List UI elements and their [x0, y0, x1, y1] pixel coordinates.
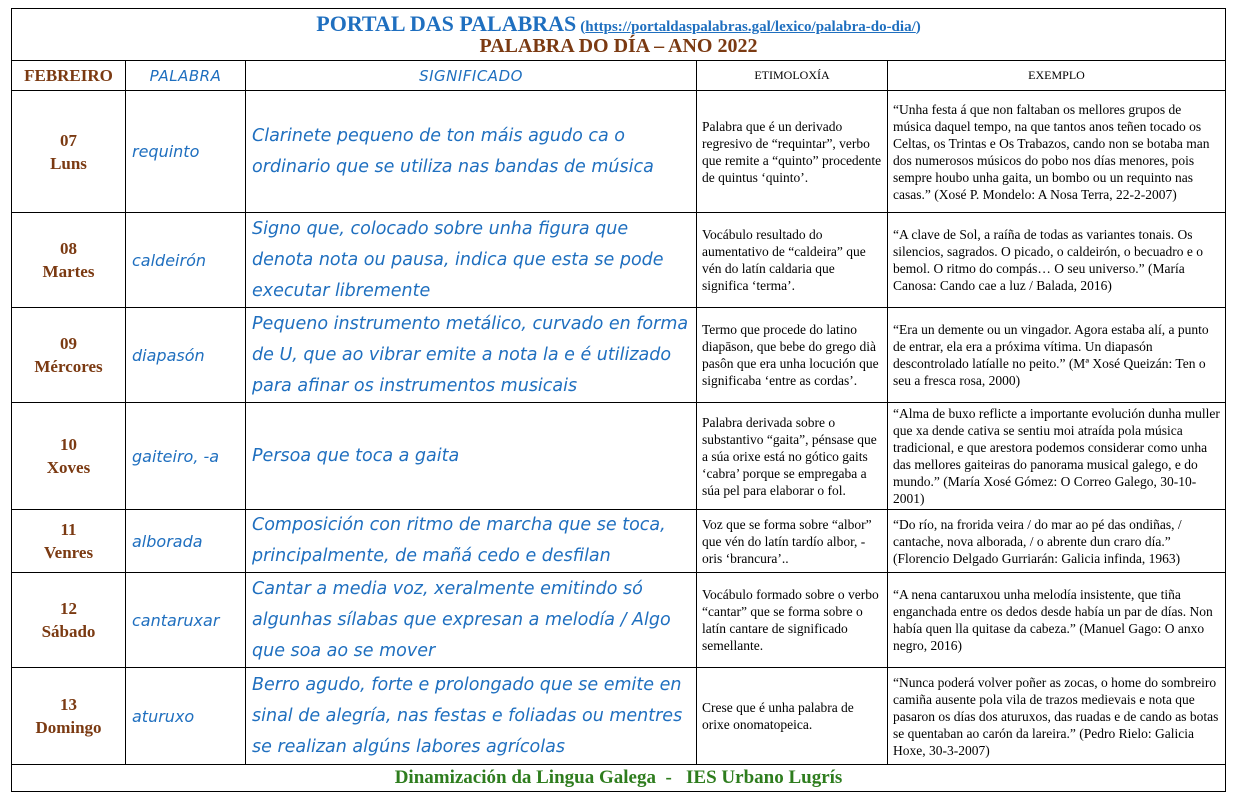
example-cell: “Alma de buxo reflicte a importante evolución dunha muller que xa dende cativa se sentiu moi atraída pola música tradicional, e que arestora podemos considerar como unha das mellores gaiteiras do panorama musical galego, e do mundo.” (María Xosé Gómez: O Correo Galego, 30-10-2001)	[888, 403, 1226, 510]
word-cell: alborada	[126, 510, 246, 573]
word-cell: gaiteiro, -a	[126, 403, 246, 510]
column-header-word: PALABRA	[126, 61, 246, 91]
table-row	[12, 308, 1226, 403]
header-cell: PORTAL DAS PALABRAS (https://portaldaspalabras.gal/lexico/palabra-do-dia/) PALABRA DO DÍA – ANO 2022	[12, 9, 1226, 61]
example-cell: “A nena cantaruxou unha melodía insistente, que tiña enganchada entre os dedos desde había un par de días. Non había quen lla quitase da cabeza.” (Manuel Gago: O anxo negro, 2016)	[888, 573, 1226, 668]
column-header-month: FEBREIRO	[12, 61, 126, 91]
portal-link[interactable]: https://portaldaspalabras.gal/lexico/palabra-do-dia/	[585, 19, 916, 35]
example-cell: “A clave de Sol, a raíña de todas as variantes tonais. Os silencios, sagrados. O picado, o caldeirón, o becuadro e o bemol. O ritmo do compás… O seu universo.” (María Canosa: Cando cae a luz / Balada, 2016)	[888, 213, 1226, 308]
day-cell: 11 Venres	[12, 510, 126, 573]
example-cell: “Do río, na frorida veira / do mar ao pé das ondiñas, / cantache, nova alborada, / o abrente dun craro día.” (Florencio Delgado Gurriarán: Galicia infinda, 1963)	[888, 510, 1226, 573]
day-cell: 07 Luns	[12, 91, 126, 213]
word-cell: diapasón	[126, 308, 246, 403]
day-cell: 09 Mércores	[12, 308, 126, 403]
footer-credit: Dinamización da Lingua Galega - IES Urbano Lugrís	[12, 765, 1226, 792]
column-header-example: EXEMPLO	[888, 61, 1226, 91]
meaning-cell: Composición con ritmo de marcha que se toca, principalmente, de mañá cedo e desfilan	[246, 510, 697, 573]
word-of-day-table	[11, 8, 1226, 792]
day-cell: 10 Xoves	[12, 403, 126, 510]
day-cell: 08 Martes	[12, 213, 126, 308]
table-row	[12, 213, 1226, 308]
etymology-cell: Crese que é unha palabra de orixe onomatopeica.	[697, 668, 888, 765]
column-header-meaning: SIGNIFICADO	[246, 61, 697, 91]
example-cell: “Unha festa á que non faltaban os mellores grupos de música daquel tempo, na que tantos anos teñen tocado os Celtas, os Trintas e Os Trabazos, cando non se botaba man dos numerosos músicos do pobo nos días menores, pois sempre houbo unha gaita, un bombo ou un requinto nas casas.” (Xosé P. Mondelo: A Nosa Terra, 22-2-2007)	[888, 91, 1226, 213]
etymology-cell: Voz que se forma sobre “albor” que vén do latín tardío albor, -oris ‘brancura’..	[697, 510, 888, 573]
meaning-cell: Cantar a media voz, xeralmente emitindo só algunhas sílabas que expresan a melodía / Algo que soa ao se mover	[246, 573, 697, 668]
etymology-cell: Palabra que é un derivado regresivo de “requintar”, verbo que remite a “quinto” procedente de quintus ‘quinto’.	[697, 91, 888, 213]
meaning-cell: Persoa que toca a gaita	[246, 403, 697, 510]
table-row	[12, 403, 1226, 510]
meaning-cell: Clarinete pequeno de ton máis agudo ca o ordinario que se utiliza nas bandas de música	[246, 91, 697, 213]
day-cell: 13 Domingo	[12, 668, 126, 765]
word-cell: aturuxo	[126, 668, 246, 765]
word-cell: cantaruxar	[126, 573, 246, 668]
table-row	[12, 573, 1226, 668]
example-cell: “Nunca poderá volver poñer as zocas, o home do sombreiro camiña ausente pola vila de trazos medievais e nota que pasaron os días dos aturuxos, das ruadas e de cando as botas se quentaban ao carón da lareira.” (Pedro Rielo: Galicia Hoxe, 30-3-2007)	[888, 668, 1226, 765]
etymology-cell: Vocábulo formado sobre o verbo “cantar” que se forma sobre o latín cantare de significado semellante.	[697, 573, 888, 668]
etymology-cell: Termo que procede do latino diapāson, que bebe do grego dià pasôn que era unha locución que significaba ‘entre as cordas’.	[697, 308, 888, 403]
word-cell: caldeirón	[126, 213, 246, 308]
meaning-cell: Pequeno instrumento metálico, curvado en forma de U, que ao vibrar emite a nota la e é utilizado para afinar os instrumentos musicais	[246, 308, 697, 403]
meaning-cell: Berro agudo, forte e prolongado que se emite en sinal de alegría, nas festas e foliadas ou mentres se realizan algúns labores agrícolas	[246, 668, 697, 765]
day-cell: 12 Sábado	[12, 573, 126, 668]
portal-title: PORTAL DAS PALABRAS	[316, 11, 577, 36]
example-cell: “Era un demente ou un vingador. Agora estaba alí, a punto de entrar, ela era a próxima vítima. Un diapasón descontrolado latíalle no peito.” (Mª Xosé Queizán: Ten o seu a fresca rosa, 2000)	[888, 308, 1226, 403]
table-row	[12, 668, 1226, 765]
meaning-cell: Signo que, colocado sobre unha figura que denota nota ou pausa, indica que esta se pode executar libremente	[246, 213, 697, 308]
column-header-etymology: ETIMOLOXÍA	[697, 61, 888, 91]
table-row	[12, 91, 1226, 213]
word-cell: requinto	[126, 91, 246, 213]
etymology-cell: Vocábulo resultado do aumentativo de “caldeira” que vén do latín caldaria que significa ‘terma’.	[697, 213, 888, 308]
page-subtitle: PALABRA DO DÍA – ANO 2022	[479, 35, 758, 57]
table-row	[12, 510, 1226, 573]
etymology-cell: Palabra derivada sobre o substantivo “gaita”, pénsase que a súa orixe está no gótico gaits ‘cabra’ porque se empregaba a súa pel para elaborar o fol.	[697, 403, 888, 510]
